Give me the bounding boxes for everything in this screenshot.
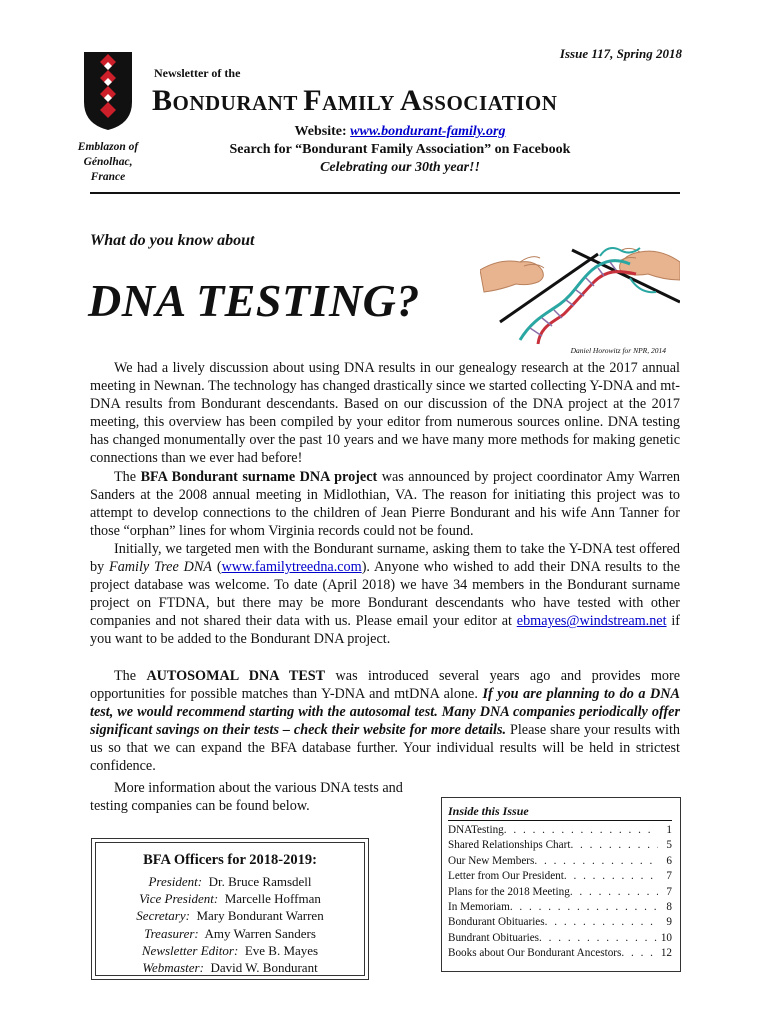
inside-this-issue-box	[441, 797, 681, 972]
toc-item[interactable]	[448, 931, 672, 946]
officers-box	[91, 838, 369, 980]
website-line	[190, 124, 610, 140]
crest-caption-line: Emblazon of	[77, 141, 139, 153]
officer-role: Treasurer:	[144, 925, 199, 941]
inside-title: Inside this Issue	[448, 804, 672, 821]
newsletter-of-label: Newsletter of the	[154, 66, 241, 80]
toc-title: Our New Members	[448, 854, 535, 867]
officer-row	[96, 890, 364, 907]
crest-emblem	[82, 50, 134, 132]
toc-page: 5	[666, 839, 672, 852]
toc-title: Plans for the 2018 Meeting	[448, 885, 570, 898]
text-run: if you want to be added to the Bondurant DNA project.	[90, 613, 681, 648]
toc-page: 12	[660, 947, 672, 960]
officer-row	[96, 942, 364, 959]
italic-text: Family Tree DNA	[109, 559, 212, 576]
org-smallcaps: SSOCIATION	[422, 91, 558, 115]
toc-item[interactable]	[448, 823, 672, 838]
officer-row	[96, 959, 364, 976]
email-link[interactable]: ebmayes@windstream.net	[516, 613, 667, 630]
paragraph	[90, 667, 680, 776]
bold-text: AUTOSOMAL DNA TEST	[146, 667, 326, 684]
text-run: (	[211, 559, 222, 576]
toc-title: Bondurant Obituaries	[448, 916, 545, 929]
org-initial: F	[303, 84, 323, 117]
officer-row	[96, 873, 364, 890]
paragraph	[90, 468, 680, 540]
officers-title: BFA Officers for 2018-2019:	[143, 852, 317, 868]
familytreedna-link[interactable]: www.familytreedna.com	[221, 559, 362, 576]
text-run: Please share your results with us so that we can expand the BFA database further. Your individual results will be held in strictest confidence.	[90, 721, 681, 774]
toc-page: 7	[666, 870, 672, 883]
officer-role: Secretary:	[136, 908, 190, 924]
crest-caption	[52, 140, 164, 185]
paragraph: More information about the various DNA tests and testing companies can be found below.	[90, 780, 403, 815]
crest-caption-line: France	[90, 171, 126, 183]
toc-title: Letter from Our President	[448, 870, 564, 883]
toc-leader	[504, 823, 658, 838]
article-kicker: What do you know about	[90, 232, 255, 249]
toc-title: In Memoriam	[448, 901, 510, 914]
text-run: Initially, we targeted men with the Bondurant surname, asking them to take the Y-DNA test offered by	[90, 540, 680, 576]
organization-title	[152, 84, 557, 118]
text-run: was introduced several years ago and provides more opportunities for possible matches than Y-DNA and mtDNA alone.	[90, 667, 680, 702]
toc-item[interactable]	[448, 915, 672, 930]
officers-box-inner	[95, 842, 365, 976]
toc-leader	[570, 838, 658, 853]
celebration-line: Celebrating our 30th year!!	[320, 160, 480, 175]
toc-page: 9	[666, 916, 672, 929]
toc-leader	[545, 915, 658, 930]
dna-hands-illustration	[480, 240, 680, 346]
officer-row	[96, 907, 364, 924]
officer-name: Marcelle Hoffman	[224, 891, 321, 907]
article-body-narrow	[90, 779, 424, 815]
website-label: Website:	[294, 124, 351, 139]
org-smallcaps: AMILY	[322, 91, 400, 115]
paragraph: We had a lively discussion about using DNA results in our genealogy research at the 2017 annual meeting in Newnan. The technology has changed drastically since we started collecting Y-DNA and mt-DNA results from Bondurant descendants. Based on our discussion of the DNA project at the 2017 meeting, this overview has been compiled by your editor from numerous sources online. DNA testing has changed monumentally over the past 10 years and we have many more methods for making genetic connections than we ever had before!	[90, 360, 680, 467]
toc-title: Bundrant Obituaries	[448, 931, 540, 944]
officer-role: Vice President:	[139, 891, 219, 907]
text-run: The	[114, 468, 141, 485]
toc-item[interactable]	[448, 946, 672, 961]
officer-role: Webmaster:	[142, 960, 204, 976]
toc-leader	[539, 931, 658, 946]
toc-leader	[510, 900, 658, 915]
toc-page: 6	[666, 854, 672, 867]
bold-text: BFA Bondurant surname DNA project	[140, 468, 378, 485]
toc-leader	[564, 869, 658, 884]
officer-name: Eve B. Mayes	[244, 942, 319, 958]
toc-title: Shared Relationships Chart	[448, 839, 571, 852]
photo-credit: Daniel Horowitz for NPR, 2014	[570, 346, 666, 355]
text-run: was announced by project coordinator Amy Warren Sanders at the 2008 annual meeting in Midlothian, VA. The reason for initiating this project was to attempt to develop connections to the children of Jean Pierre Bondurant and his wife Ann Tanner for those “orphan” lines for whom Virginia records could not be found.	[90, 468, 680, 539]
officer-role: Newsletter Editor:	[141, 942, 239, 958]
officer-name: Amy Warren Sanders	[204, 925, 316, 941]
paragraph	[90, 540, 680, 649]
toc-item[interactable]	[448, 885, 672, 900]
toc-item[interactable]	[448, 838, 672, 853]
bold-italic-text: If you are planning to do a DNA test, we would recommend starting with the autosomal test. Many DNA companies periodically offer significant savings on their tests – check their website for more details.	[90, 685, 681, 738]
toc-item[interactable]	[448, 869, 672, 884]
article-headline: DNA TESTING?	[88, 275, 420, 326]
toc-page: 8	[666, 901, 672, 914]
toc-leader	[534, 854, 658, 869]
article-body	[90, 359, 680, 775]
facebook-line: Search for “Bondurant Family Association” on Facebook	[229, 142, 571, 157]
officer-row	[96, 925, 364, 942]
toc-title: DNATesting	[448, 824, 504, 836]
org-initial: A	[399, 84, 423, 117]
toc-page: 7	[666, 885, 672, 898]
issue-label: Issue 117, Spring 2018	[559, 46, 682, 61]
toc-title: Books about Our Bondurant Ancestors	[448, 947, 622, 960]
officer-role: President:	[148, 874, 203, 889]
org-initial: B	[152, 84, 173, 117]
crest-caption-line: Génolhac,	[83, 156, 133, 168]
officer-name: Mary Bondurant Warren	[196, 908, 324, 924]
header-divider	[90, 192, 680, 194]
toc-item[interactable]	[448, 854, 672, 869]
toc-page: 10	[660, 931, 672, 944]
org-smallcaps: ONDURANT	[172, 91, 304, 115]
officer-name: David W. Bondurant	[210, 960, 318, 976]
website-link[interactable]: www.bondurant-family.org	[350, 124, 506, 139]
officer-name: Dr. Bruce Ramsdell	[208, 874, 312, 889]
toc-leader	[570, 885, 658, 900]
toc-leader	[621, 946, 658, 961]
text-run: The	[114, 667, 147, 684]
toc-item[interactable]	[448, 900, 672, 915]
text-run: ). Anyone who wished to add their DNA results to the project database was welcome. To date (April 2018) we have 34 members in the Bondurant surname project on FTDNA, but there may be more Bondurant descendants who have tested with other companies and not shared their data with us. Please email your editor at	[90, 559, 681, 630]
toc-page: 1	[666, 824, 672, 836]
